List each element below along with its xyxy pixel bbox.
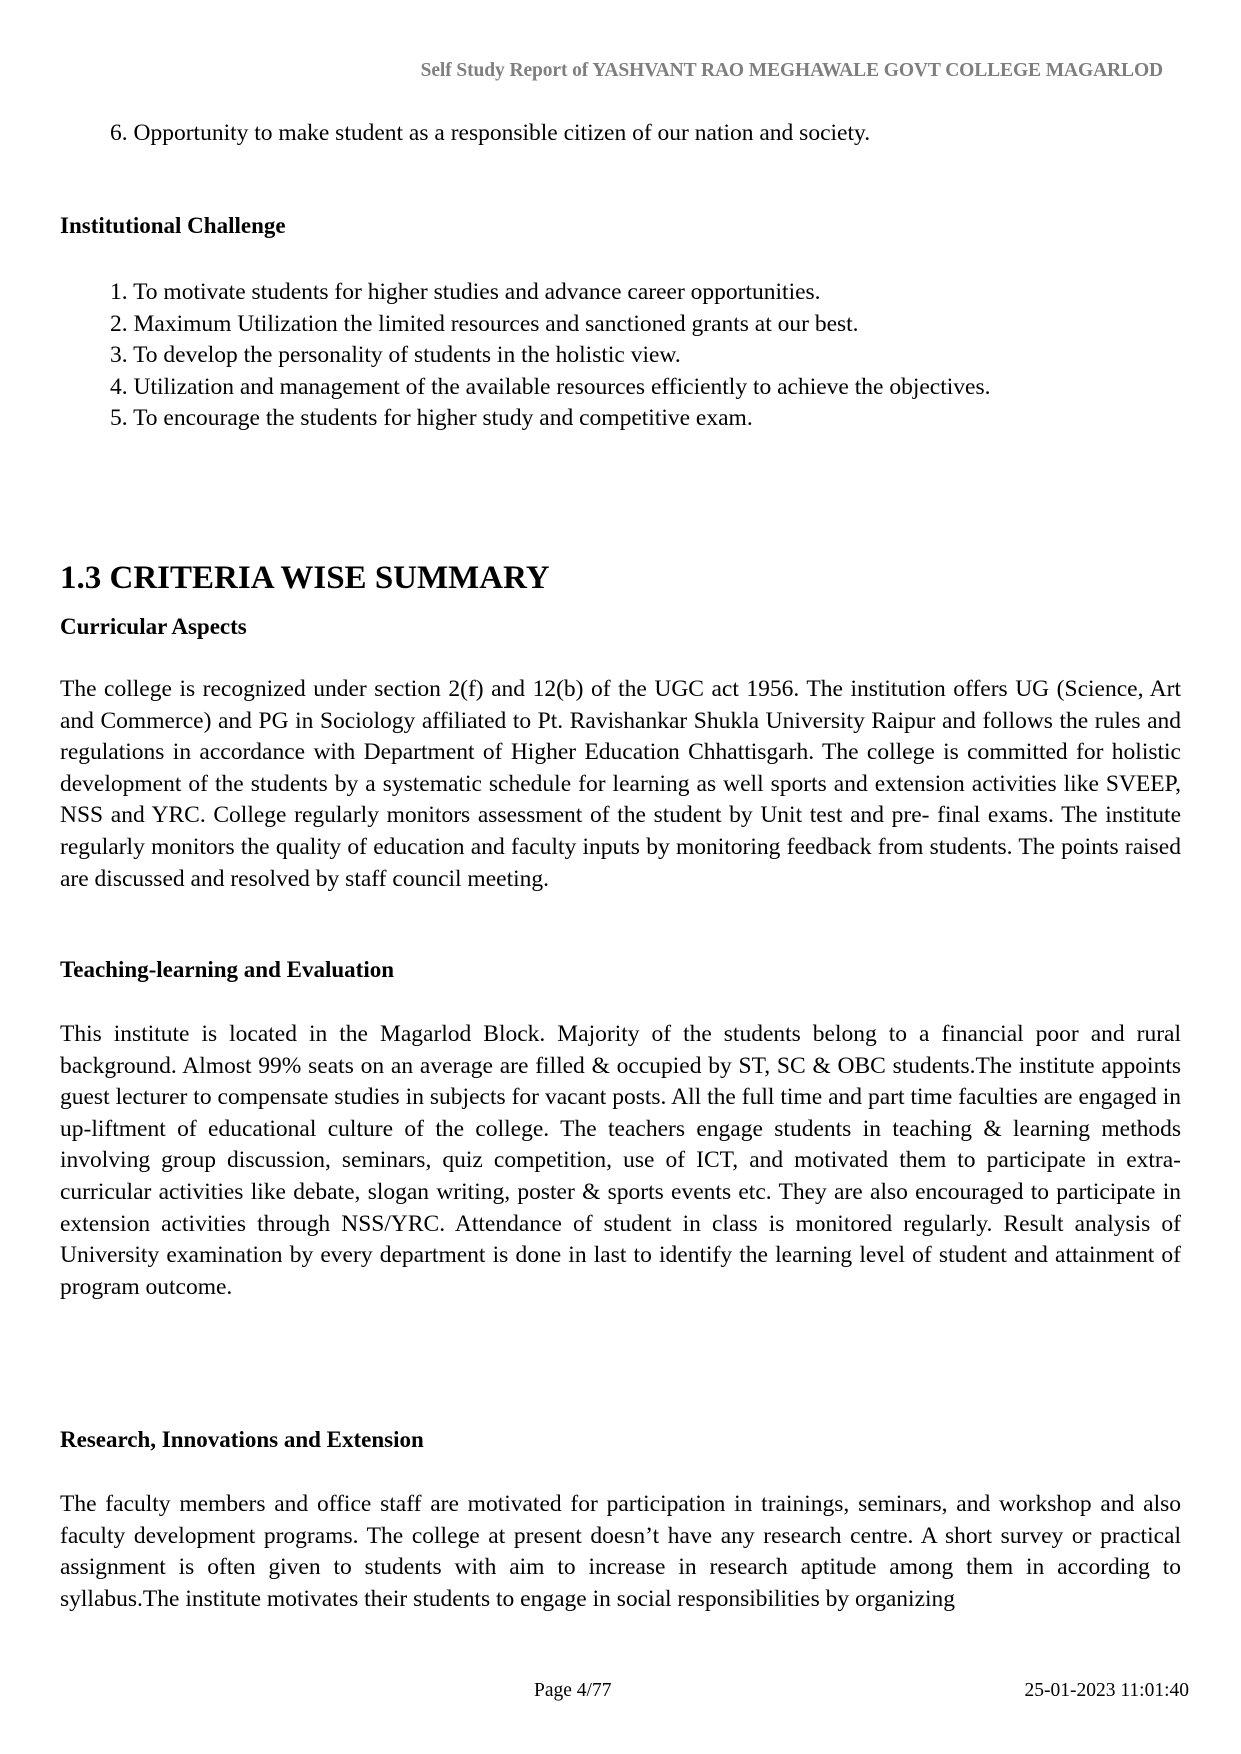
curricular-aspects-heading: Curricular Aspects: [60, 614, 247, 639]
research-heading: Research, Innovations and Extension: [60, 1427, 424, 1452]
list-item: 1. To motivate students for higher studies and advance career opportunities.: [110, 279, 821, 305]
list-item: 3. To develop the personality of students in the holistic view.: [110, 342, 681, 369]
section-heading: 1.3 CRITERIA WISE SUMMARY: [60, 560, 550, 596]
list-item: 5. To encourage the students for higher study and competitive exam.: [110, 405, 753, 432]
list-item: 2. Maximum Utilization the limited resources and sanctioned grants at our best.: [110, 310, 859, 337]
list-item: 4. Utilization and management of the available resources efficiently to achieve the objectives.: [110, 373, 991, 400]
report-header: Self Study Report of YASHVANT RAO MEGHAWALE GOVT COLLEGE MAGARLOD: [420, 60, 1163, 81]
curricular-aspects-paragraph: The college is recognized under section 2(f) and 12(b) of the UGC act 1956. The institution offers UG (Science, Art and Commerce) and PG in Sociology affiliated to Pt. Ravishankar Shukla University Raipur and follows the rules and regulations in accordance with Department of Higher Education Chhattisgarh. The college is committed for holistic development of the students by a systematic schedule for learning as well sports and extension activities like SVEEP, NSS and YRC. College regularly monitors assessment of the student by Unit test and pre- final exams. The institute regularly monitors the quality of education and faculty inputs by monitoring feedback from students. The points raised are discussed and resolved by staff council meeting.: [60, 676, 1181, 892]
teaching-learning-heading: Teaching-learning and Evaluation: [60, 957, 395, 982]
institutional-challenge-heading: Institutional Challenge: [60, 213, 286, 238]
page-number: Page 4/77: [534, 1680, 612, 1701]
list-item-continued: 6. Opportunity to make student as a responsible citizen of our nation and society.: [110, 120, 871, 146]
teaching-learning-paragraph: This institute is located in the Magarlod Block. Majority of the students belong to a financial poor and rural background. Almost 99% seats on an average are filled & occupied by ST, SC & OBC students.The institute appoints guest lecturer to compensate studies in subjects for vacant posts. All the full time and part time faculties are engaged in up-liftment of educational culture of the college. The teachers engage students in teaching & learning methods involving group discussion, seminars, quiz competition, use of ICT, and motivated them to participate in extra-curricular activities like debate, slogan writing, poster & sports events etc. They are also encouraged to participate in extension activities through NSS/YRC. Attendance of student in class is monitored regularly. Result analysis of University examination by every department is done in last to identify the learning level of student and attainment of program outcome.: [60, 1021, 1181, 1300]
research-paragraph: The faculty members and office staff are motivated for participation in trainings, seminars, and workshop and also faculty development programs. The college at present doesn’t have any research centre. A short survey or practical assignment is often given to students with aim to increase in research aptitude among them in according to syllabus.The institute motivates their students to engage in social responsibilities by organizing: [60, 1491, 1181, 1612]
institutional-challenge-list: [110, 277, 990, 435]
footer-timestamp: 25-01-2023 11:01:40: [1024, 1680, 1189, 1701]
